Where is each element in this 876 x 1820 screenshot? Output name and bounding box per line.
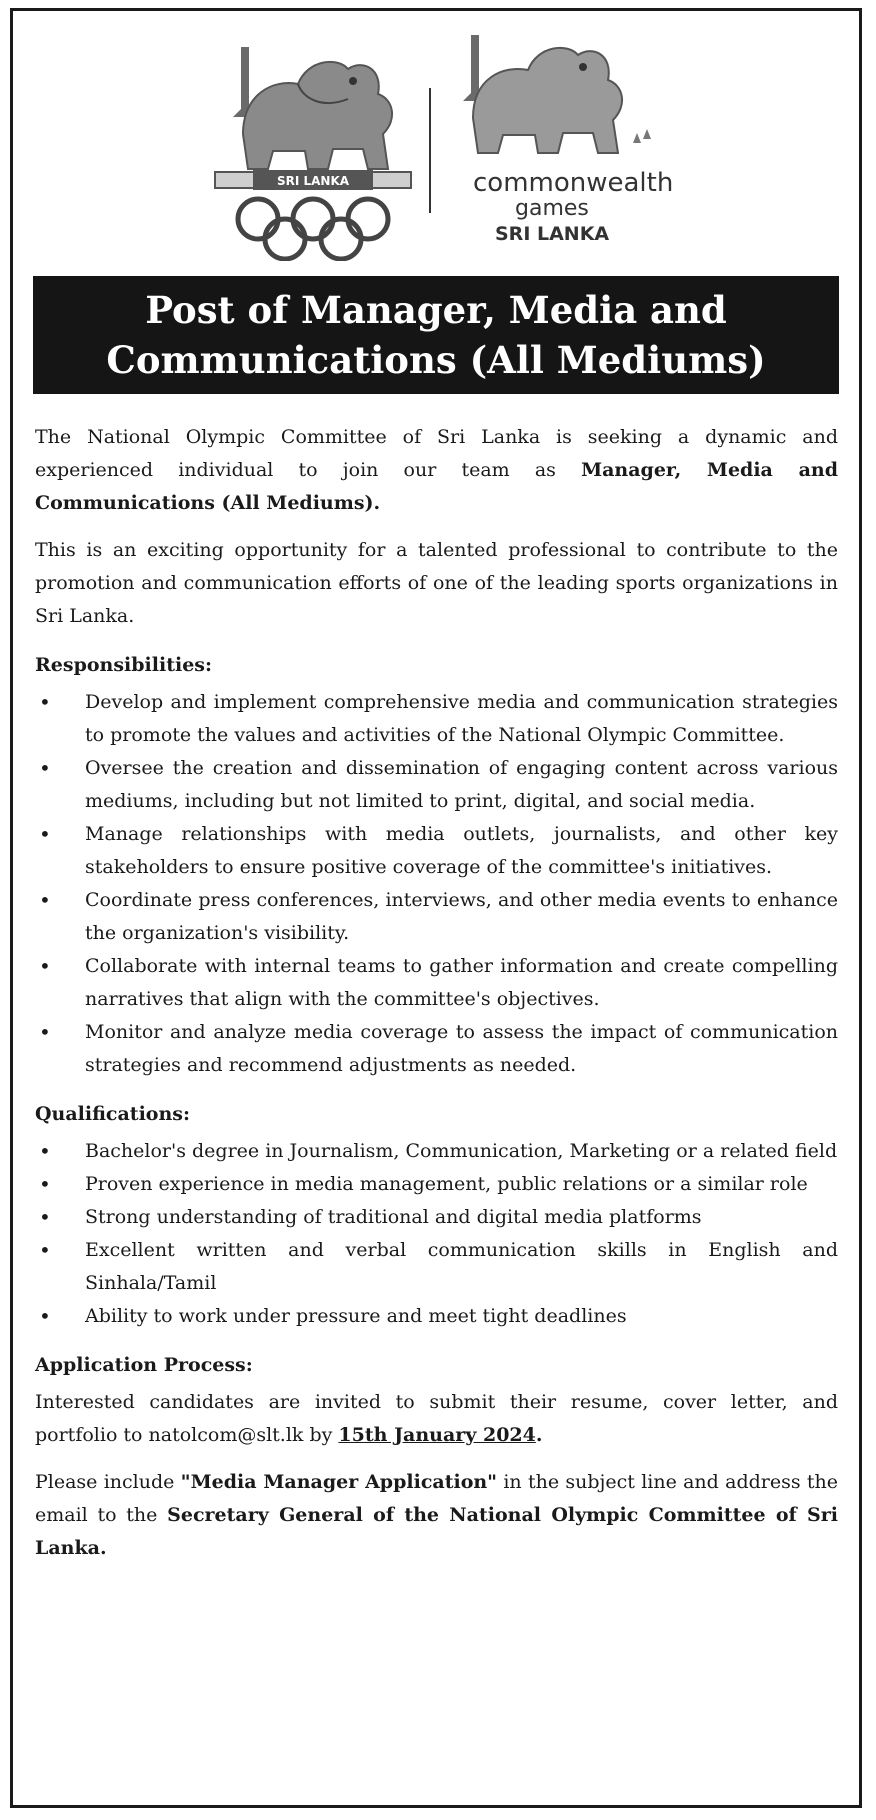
title-line-2: Communications (All Mediums) — [106, 338, 766, 382]
intro-paragraph-2: This is an exciting opportunity for a talented professional to contribute to the promotion and communication efforts of one of the leading sports organizations in Sri Lanka. — [35, 539, 838, 627]
list-item: • Monitor and analyze media coverage to assess the impact of communication strategies and recommend adjustments as needed. — [35, 1016, 838, 1082]
list-item: • Bachelor's degree in Journalism, Communication, Marketing or a related field — [35, 1135, 838, 1168]
olympic-rings-icon — [238, 199, 388, 259]
deadline-date: 15th January 2024 — [338, 1424, 536, 1446]
noc-sri-lanka-logo — [213, 39, 413, 261]
cwg-line1: commonwealth — [473, 168, 673, 198]
list-item: • Collaborate with internal teams to gather information and create compelling narratives that align with the committee's objectives. — [35, 950, 838, 1016]
page-title — [33, 276, 839, 394]
list-item: • Develop and implement comprehensive media and communication strategies to promote the values and activities of the National Olympic Committee. — [35, 686, 838, 752]
qualifications-list — [35, 1135, 838, 1333]
list-item: • Oversee the creation and dissemination of engaging content across various mediums, including but not limited to print, digital, and social media. — [35, 752, 838, 818]
position-name: Manager, Media and Communications (All Mediums). — [35, 459, 838, 514]
application-heading: Application Process: — [35, 1354, 253, 1376]
noc-badge-text: SRI LANKA — [276, 174, 350, 188]
lion-icon — [243, 62, 392, 169]
recipient-name: Secretary General of the National Olympic Committee of Sri Lanka. — [35, 1504, 838, 1559]
commonwealth-games-sri-lanka-logo — [443, 33, 673, 263]
list-item: • Strong understanding of traditional and digital media platforms — [35, 1201, 838, 1234]
list-item: • Proven experience in media management, public relations or a similar role — [35, 1168, 838, 1201]
responsibilities-list — [35, 686, 838, 1082]
logo-divider — [429, 88, 431, 213]
cwg-line3: SRI LANKA — [495, 223, 610, 245]
application-paragraph-2: Please include "Media Manager Application" in the subject line and address the email to the Secretary General of the National Olympic Committee of Sri Lanka. — [35, 1471, 838, 1559]
list-item: • Excellent written and verbal communication skills in English and Sinhala/Tamil — [35, 1234, 838, 1300]
advertisement-body — [35, 421, 838, 1579]
list-item: • Manage relationships with media outlets, journalists, and other key stakeholders to ensure positive coverage of the committee's initiatives. — [35, 818, 838, 884]
title-line-1: Post of Manager, Media and — [145, 288, 727, 332]
list-item: • Ability to work under pressure and meet tight deadlines — [35, 1300, 838, 1333]
application-paragraph-1: Interested candidates are invited to submit their resume, cover letter, and portfolio to natolcom@slt.lk by 15th January 2024. — [35, 1391, 838, 1446]
email-subject-line: "Media Manager Application" — [180, 1471, 498, 1493]
leaf-icon — [633, 129, 651, 143]
list-item: • Coordinate press conferences, interviews, and other media events to enhance the organization's visibility. — [35, 884, 838, 950]
logo-header — [13, 33, 859, 263]
cwg-line2: games — [515, 196, 589, 221]
responsibilities-heading: Responsibilities: — [35, 654, 212, 676]
intro-paragraph-1: The National Olympic Committee of Sri Lanka is seeking a dynamic and experienced individual to join our team as Manager, Media and Communications (All Mediums). — [35, 426, 838, 514]
qualifications-heading: Qualifications: — [35, 1103, 190, 1125]
cwg-lion-icon — [473, 48, 622, 153]
advertisement-frame — [10, 8, 862, 1808]
